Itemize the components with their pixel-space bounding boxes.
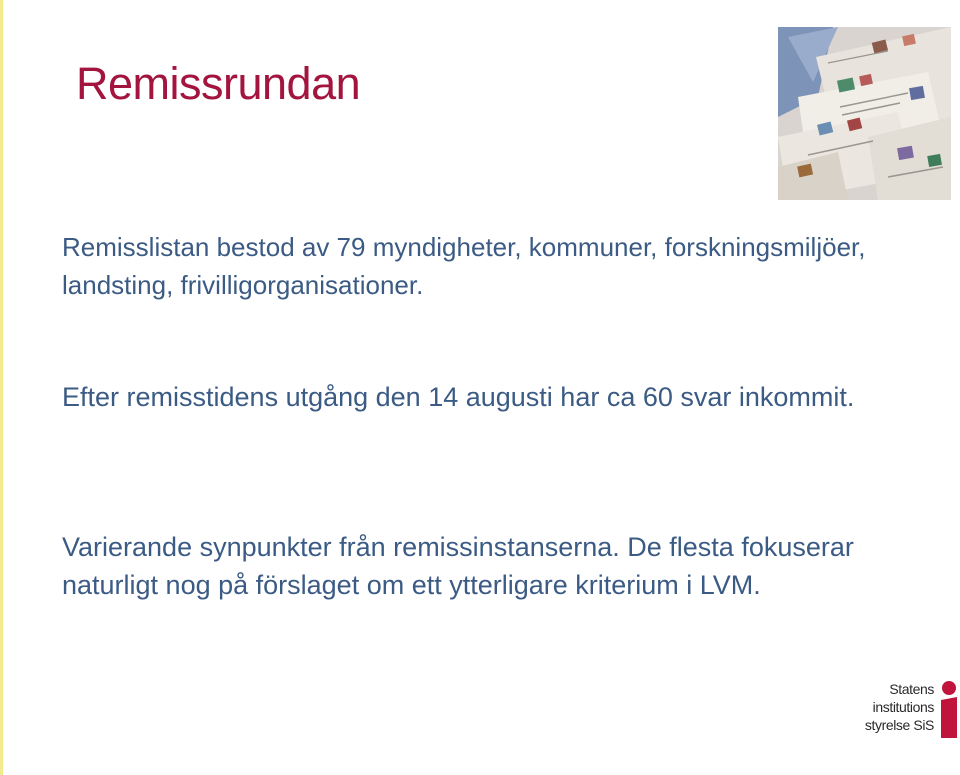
envelopes-photo <box>778 27 951 200</box>
logo-line-institutions: institutions <box>872 699 934 715</box>
left-accent-bar <box>0 0 3 775</box>
sis-i-mark-icon <box>936 680 960 740</box>
paragraph-remisslista: Remisslistan bestod av 79 myndigheter, kommuner, forskningsmiljöer, landsting, frivilligorganisationer. <box>62 232 866 300</box>
sis-logo <box>864 680 960 742</box>
logo-line-styrelse: styrelse SiS <box>864 717 934 733</box>
paragraph-synpunkter: Varierande synpunkter från remissinstanserna. De flesta fokuserar naturligt nog på förslaget om ett ytterligare kriterium i LVM. <box>62 532 854 600</box>
logo-text <box>865 680 934 734</box>
paragraph-svar-inkommit: Efter remisstidens utgång den 14 augusti har ca 60 svar inkommit. <box>62 382 855 412</box>
slide-title: Remissrundan <box>76 58 361 109</box>
logo-line-statens: Statens <box>889 681 934 697</box>
